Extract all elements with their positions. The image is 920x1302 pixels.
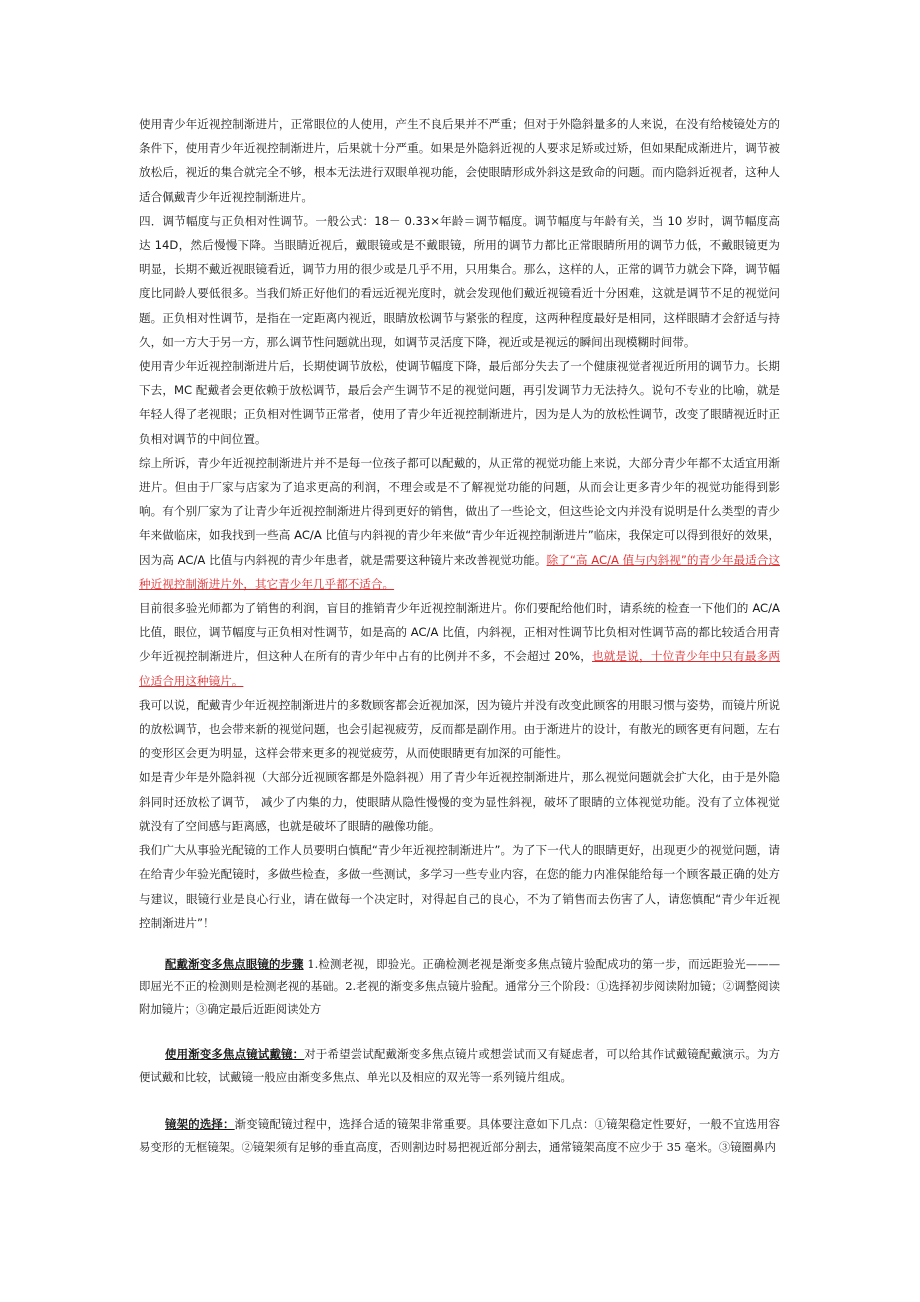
section-body: 对于希望尝试配戴渐变多焦点镜片或想尝试而又有疑虑者，可以给其作试戴镜配戴演示。为方便试戴和比较，试戴镜一般应由渐变多焦点、单光以及相应的双光等一系列镜片组成。 [139, 1047, 780, 1084]
paragraph-sales-warning [139, 596, 780, 693]
section-frame-selection [139, 1113, 780, 1158]
section-heading: 镜架的选择： [165, 1117, 235, 1132]
highlighted-warning: 也就是说，十位青少年中只有最多两位适合用这种镜片。 [139, 649, 780, 688]
paragraph-conclusion [139, 838, 780, 935]
paragraph-exotropia-risk [139, 112, 780, 209]
paragraph-text: 我可以说，配戴青少年近视控制渐进片的多数顾客都会近视加深，因为镜片并没有改变此顾客的用眼习惯与姿势，而镜片所说的放松调节，也会带来新的视觉问题，也会引起视疲劳，反而都是副作用。由于渐进片的设计，有散光的顾客更有问题，左右的变形区会更为明显，这样会带来更多的视觉疲劳，从而使眼睛更有加深的可能性。 [139, 697, 780, 761]
section-body: 渐变镜配镜过程中，选择合适的镜架非常重要。具体要注意如下几点：①镜架稳定性要好，一般不宜选用容易变形的无框镜架。②镜架须有足够的垂直高度，否则割边时易把视近部分割去，通常镜架高度不应少于 35 毫米。③镜圈鼻内 [139, 1117, 780, 1154]
paragraph-side-effects [139, 693, 780, 766]
paragraph-text: 我们广大从事验光配镜的工作人员要明白慎配“青少年近视控制渐进片”。为了下一代人的眼睛更好，出现更少的视觉问题，请在给青少年验光配镜时，多做些检查，多做一些测试，多学习一些专业内容，在您的能力内准保能给每一个顾客最正确的处方与建议，眼镜行业是良心行业，请在做每一个决定时，对得起自己的良心，不为了销售而去伤害了人，请您慎配“青少年近视控制渐进片”！ [139, 843, 780, 930]
section-trial-lenses [139, 1043, 780, 1088]
paragraph-text: 四．调节幅度与正负相对性调节。一般公式：18－ 0.33×年龄＝调节幅度。调节幅度与年龄有关，当 10 岁时，调节幅度高达 14D，然后慢慢下降。当眼睛近视后，戴眼镜或是不戴眼镜，所用的调节力都比正常眼睛所用的调节力低，不戴眼镜更为明显，长期不戴近视眼镜看近，调节力用的很少或是几乎不用，只用集合。那么，这样的人，正常的调节力就会下降，调节幅度比同龄人要低很多。当我们矫正好他们的看远近视光度时，就会发现他们戴近视镜看近十分困难，这就是调节不足的视觉问题。正负相对性调节，是指在一定距离内视近，眼睛放松调节与紧张的程度，这两种程度最好是相同，这样眼睛才会舒适与持久，如一方大于另一方，那么调节性问题就出现，如调节灵活度下降，视近或是视远的瞬间出现模糊时间带。 [139, 213, 780, 349]
section-heading: 使用渐变多焦点镜试戴镜： [165, 1047, 305, 1062]
paragraph-text: 综上所诉，青少年近视控制渐进片并不是每一位孩子都可以配戴的，从正常的视觉功能上来说，大部分青少年都不太适宜用渐进片。但由于厂家与店家为了追求更高的利润，不理会或是不了解视觉功能的问题，从而会让更多青少年的视觉功能得到影响。有个别厂家为了让青少年近视控制渐进片得到更好的销售，做出了一些论文，但这些论文内并没有说明是什么类型的青少年来做临床，如我找到一些高 AC/A 比值与内斜视的青少年来做“青少年近视控制渐进片”临床，我保定可以得到很好的效果，因为高 AC/A 比值与内斜视的青少年患者，就是需要这种镜片来改善视觉功能。 [139, 455, 780, 567]
paragraph-text: 使用青少年近视控制渐进片，正常眼位的人使用，产生不良后果并不严重；但对于外隐斜量多的人来说，在没有给棱镜处方的条件下，使用青少年近视控制渐进片，后果就十分严重。如果是外隐斜近视的人要求足矫或过矫，但如果配成渐进片，调节被放松后，视近的集合就完全不够，根本无法进行双眼单视功能，会使眼睛形成外斜这是致命的问题。而内隐斜近视者，这种人适合佩戴青少年近视控制渐进片。 [139, 117, 780, 204]
paragraph-accommodation-amplitude [139, 209, 780, 354]
paragraph-text: 如是青少年是外隐斜视（大部分近视顾客都是外隐斜视）用了青少年近视控制渐进片，那么视觉问题就会扩大化，由于是外隐斜同时还放松了调节， 减少了内集的力，使眼睛从隐性慢慢的变为显性斜视，破坏了眼睛的立体视觉功能。没有了立体视觉就没有了空间感与距离感，也就是破坏了眼睛的融像功能。 [139, 770, 780, 833]
paragraph-text: 使用青少年近视控制渐进片后，长期使调节放松，使调节幅度下降，最后部分失去了一个健康视觉者视近所用的调节力。长期下去，MC 配戴者会更依赖于放松调节，最后会产生调节不足的视觉问题，再引发调节力无法持久。说句不专业的比喻，就是年轻人得了老视眼；正负相对性调节正常者，使用了青少年近视控制渐进片，因为是人为的放松性调节，改变了眼睛视近时正负相对调节的中间位置。 [139, 359, 780, 446]
document-page [139, 112, 780, 1158]
paragraph-exophoria [139, 765, 780, 838]
highlighted-warning: 除了“高 AC/A 值与内斜视”的青少年最适合这种近视控制渐进片外，其它青少年几乎都不适合。 [139, 552, 780, 591]
section-fitting-steps [139, 953, 780, 1021]
paragraph-summary [139, 451, 780, 596]
section-heading: 配戴渐变多焦点眼镜的步骤 [165, 956, 304, 971]
section-body: 1.检测老视，即验光。正确检测老视是渐变多焦点镜片验配成功的第一步，而远距验光———即屈光不正的检测则是检测老视的基础。2.老视的渐变多焦点镜片验配。通常分三个阶段：①选择初步阅读附加镜；②调整阅读附加镜片；③确定最后近距阅读处方 [139, 956, 780, 1016]
paragraph-text: 目前很多验光师都为了销售的利润，盲目的推销青少年近视控制渐进片。你们要配给他们时，请系统的检查一下他们的 AC/A 比值，眼位，调节幅度与正负相对性调节，如是高的 AC/A 比值，内斜视，正相对性调节比负相对性调节高的都比较适合用青少年近视控制渐进片，但这种人在所有的青少年中占有的比例并不多，不会超过 20%， [139, 601, 780, 664]
paragraph-accommodation-decline [139, 354, 780, 451]
